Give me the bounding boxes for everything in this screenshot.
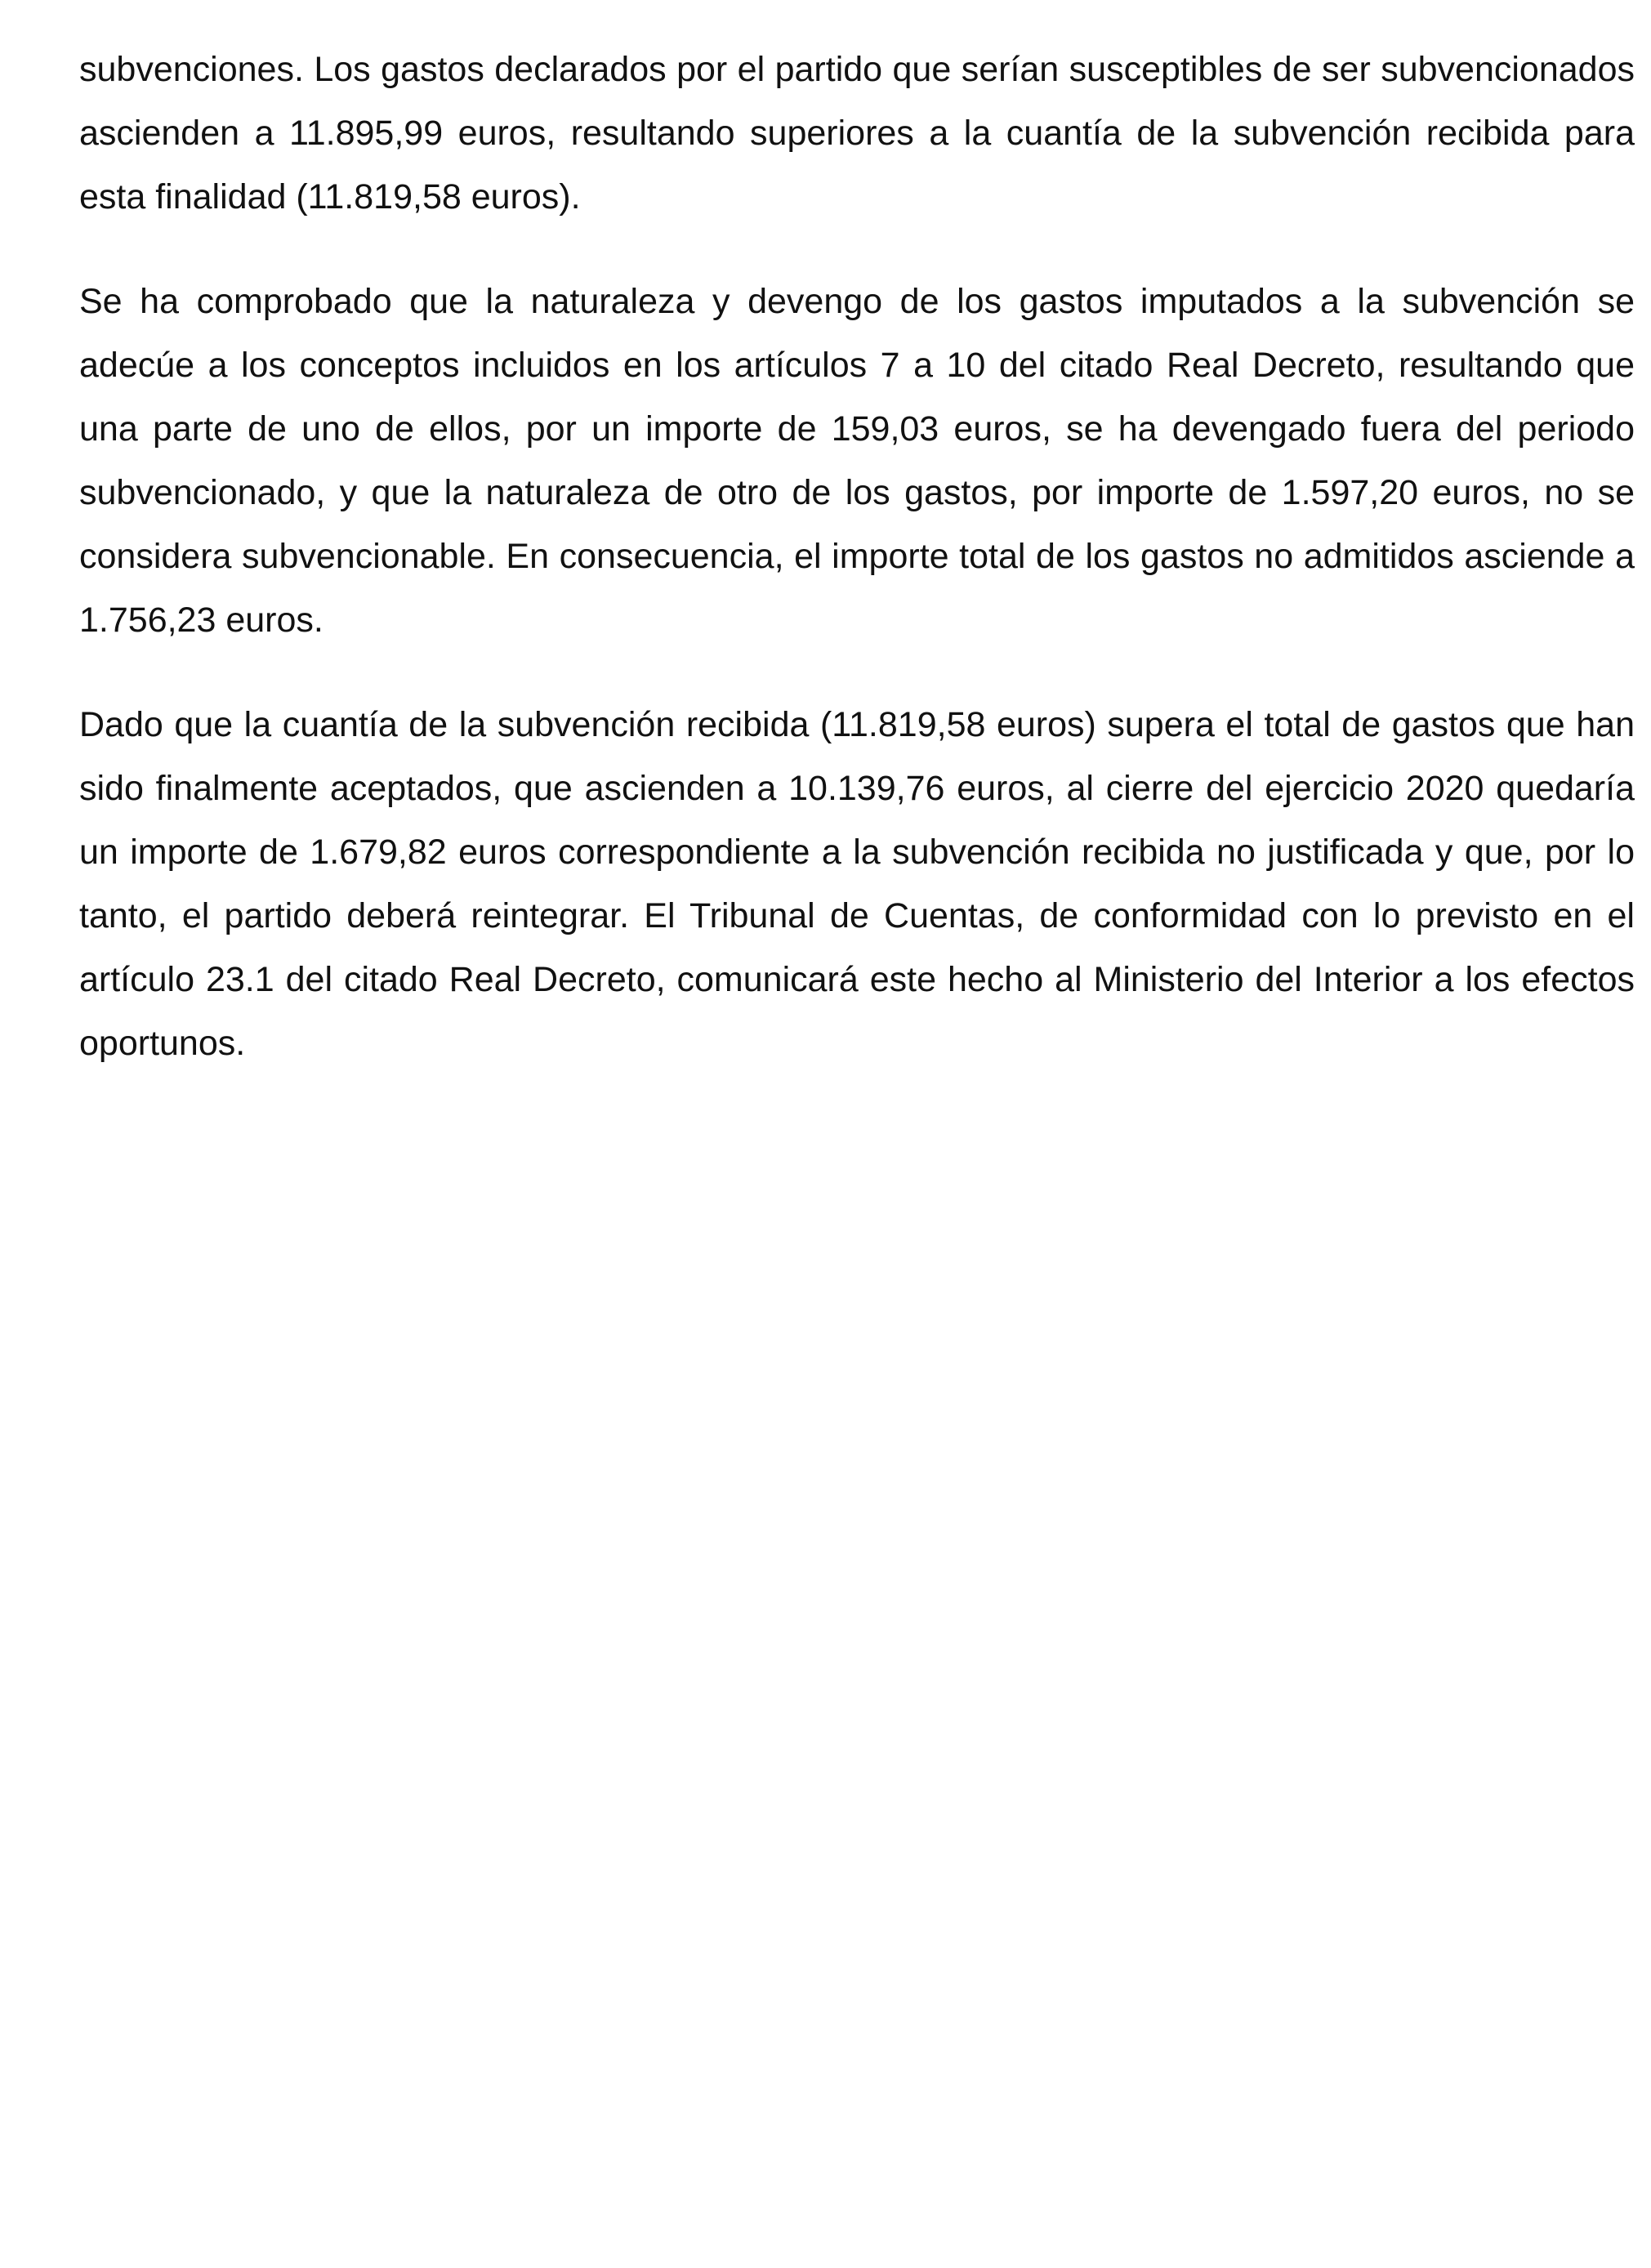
paragraph-1: subvenciones. Los gastos declarados por el partido que serían susceptibles de ser subvencionados ascienden a 11.895,99 euros, resultando superiores a la cuantía de la subvención recibida para esta finalidad (11.819,58 euros). [79,50,1635,217]
paragraph-2: Se ha comprobado que la naturaleza y devengo de los gastos imputados a la subvención se adecúe a los conceptos incluidos en los artículos 7 a 10 del citado Real Decreto, resultando que una parte de uno de ellos, por un importe de 159,03 euros, se ha devengado fuera del periodo subvencionado, y que la naturaleza de otro de los gastos, por importe de 1.597,20 euros, no se considera subvencionable. En consecuencia, el importe total de los gastos no admitidos asciende a 1.756,23 euros. [79,282,1635,640]
paragraph-3: Dado que la cuantía de la subvención recibida (11.819,58 euros) supera el total de gastos que han sido finalmente aceptados, que ascienden a 10.139,76 euros, al cierre del ejercicio 2020 quedaría un importe de 1.679,82 euros correspondiente a la subvención recibida no justificada y que, por lo tanto, el partido deberá reintegrar. El Tribunal de Cuentas, de conformidad con lo previsto en el artículo 23.1 del citado Real Decreto, comunicará este hecho al Ministerio del Interior a los efectos oportunos. [79,705,1635,1063]
document-page [79,38,1635,1116]
